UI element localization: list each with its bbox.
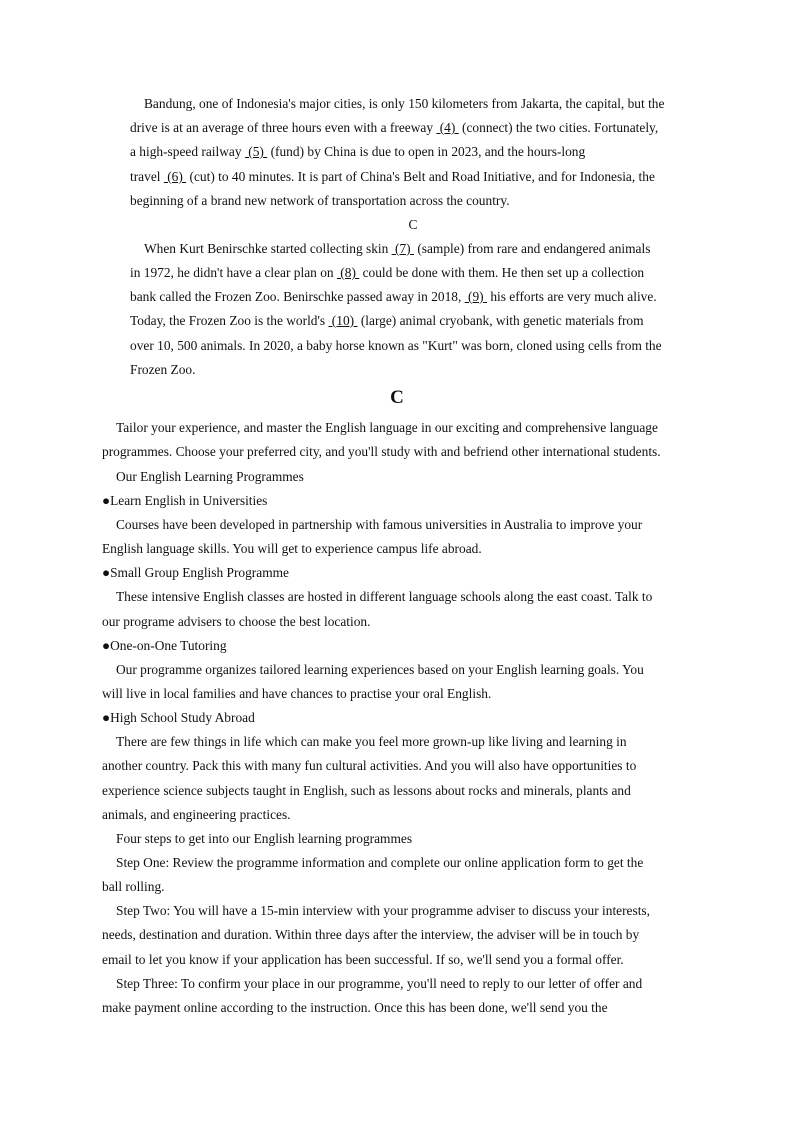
section-c-line-8: These intensive English classes are hosted in different language schools along the east coast. Talk to [116,589,653,604]
passage-b-line-3: a high-speed railway (5) (fund) by China is due to open in 2023, and the hours-long [130,144,586,159]
sub-passage-label: C [408,217,418,232]
step-two-line-1: Step Two: You will have a 15-min interview with your programme adviser to discuss your interests, [116,903,650,918]
programme-universities-title: ●Learn English in Universities [102,493,268,508]
blank-9: (9) [464,289,487,304]
section-c-line-16: experience science subjects taught in English, such as lessons about rocks and minerals, plants and [102,783,631,798]
blank-4: (4) [436,120,459,135]
passage-c-line-5: over 10, 500 animals. In 2020, a baby horse known as "Kurt" was born, cloned using cells from the [130,338,662,353]
section-c-line-15: another country. Pack this with many fun cultural activities. And you will also have opportunities to [102,758,637,773]
blank-6: (6) [163,169,187,184]
step-three-line-1: Step Three: To confirm your place in our programme, you'll need to reply to our letter of offer and [116,976,643,991]
steps-subheading: Four steps to get into our English learning programmes [116,831,413,846]
passage-b-line-1: Bandung, one of Indonesia's major cities, is only 150 kilometers from Jakarta, the capital, but the [144,96,665,111]
step-two-line-2: needs, destination and duration. Within three days after the interview, the adviser will be in touch by [102,927,640,942]
section-c-line-5: Courses have been developed in partnership with famous universities in Australia to improve your [116,517,643,532]
passage-c-line-6: Frozen Zoo. [130,362,196,377]
programmes-subheading: Our English Learning Programmes [116,469,304,484]
blank-8: (8) [336,265,360,280]
step-one-line-2: ball rolling. [102,879,165,894]
passage-b-line-2: drive is at an average of three hours even with a freeway (4) (connect) the two cities. Fortunately, [130,120,659,135]
section-c-line-9: our programe advisers to choose the best location. [102,614,371,629]
passage-c-line-3: bank called the Frozen Zoo. Benirschke passed away in 2018, (9) his efforts are very much alive. [130,289,657,304]
section-c-line-2: programmes. Choose your preferred city, and you'll study with and befriend other international students. [102,444,661,459]
programme-small-group-title: ●Small Group English Programme [102,565,289,580]
step-three-line-2: make payment online according to the instruction. Once this has been done, we'll send you the [102,1000,608,1015]
blank-10: (10) [328,313,358,328]
programme-high-school-title: ●High School Study Abroad [102,710,255,725]
section-c-line-14: There are few things in life which can make you feel more grown-up like living and learning in [116,734,627,749]
section-c-line-11: Our programme organizes tailored learning experiences based on your English learning goals. You [116,662,644,677]
passage-c-line-4: Today, the Frozen Zoo is the world's (10) (large) animal cryobank, with genetic materials from [130,313,644,328]
section-c-line-1: Tailor your experience, and master the English language in our exciting and comprehensive language [116,420,658,435]
section-c-line-6: English language skills. You will get to experience campus life abroad. [102,541,482,556]
blank-7: (7) [391,241,414,256]
section-c-heading: C [390,387,404,408]
section-c-line-17: animals, and engineering practices. [102,807,291,822]
programme-tutoring-title: ●One-on-One Tutoring [102,638,227,653]
passage-b-line-5: beginning of a brand new network of transportation across the country. [130,193,510,208]
step-two-line-3: email to let you know if your application has been successful. If so, we'll send you a formal offer. [102,952,624,967]
blank-5: (5) [244,144,268,159]
step-one-line-1: Step One: Review the programme information and complete our online application form to get the [116,855,644,870]
passage-c-line-1: When Kurt Benirschke started collecting skin (7) (sample) from rare and endangered animals [144,241,651,256]
section-c-line-12: will live in local families and have chances to practise your oral English. [102,686,492,701]
passage-c-line-2: in 1972, he didn't have a clear plan on (8) could be done with them. He then set up a collection [130,265,645,280]
passage-b-line-4: travel (6) (cut) to 40 minutes. It is part of China's Belt and Road Initiative, and for Indonesia, the [130,169,655,184]
